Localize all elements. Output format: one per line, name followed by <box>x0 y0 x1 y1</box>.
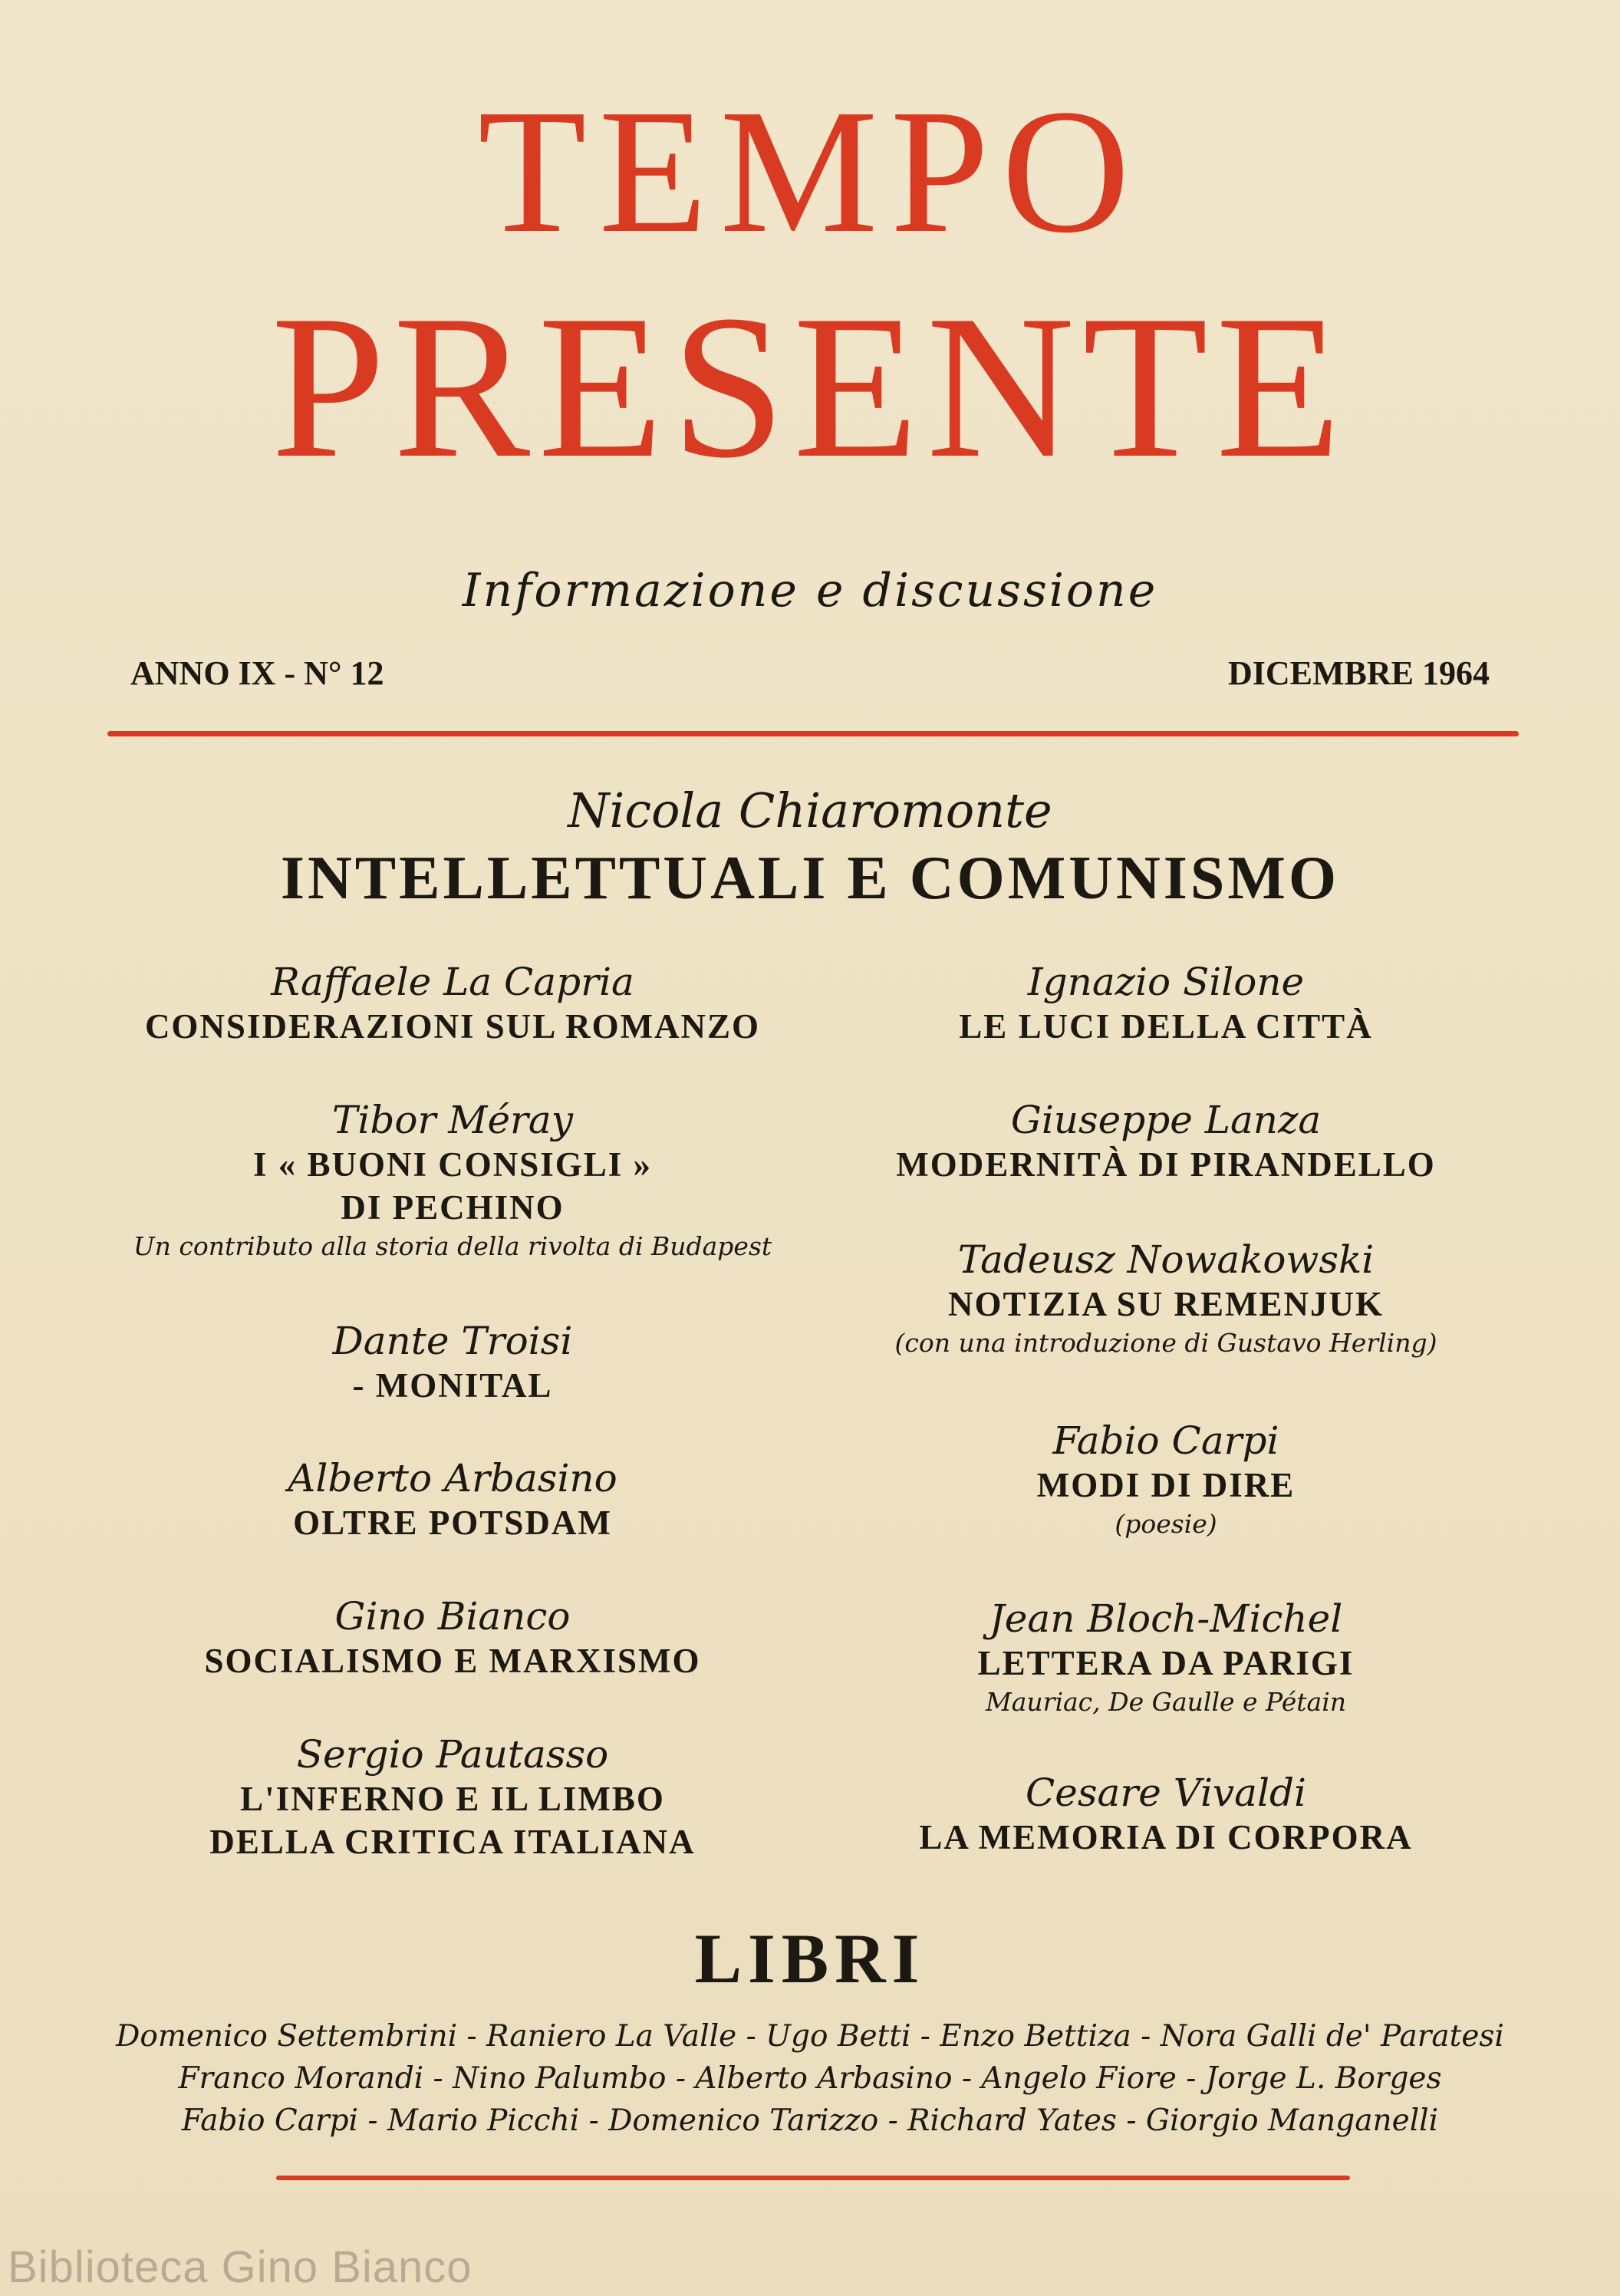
toc-entry <box>92 1097 813 1264</box>
entry-title: DI PECHINO <box>341 1188 565 1227</box>
toc-entry <box>805 1097 1526 1186</box>
toc-entry <box>92 959 813 1048</box>
entry-author: Jean Bloch-Michel <box>989 1596 1343 1641</box>
entry-author: Alberto Arbasino <box>288 1456 617 1500</box>
entry-title: NOTIZIA SU REMENJUK <box>947 1285 1385 1323</box>
toc-entry <box>805 1418 1526 1542</box>
entry-title: DELLA CRITICA ITALIANA <box>209 1823 696 1861</box>
entry-note: Un contributo alla storia della rivolta di Budapest <box>133 1231 772 1261</box>
entry-author: Ignazio Silone <box>1027 960 1305 1004</box>
books-line: Franco Morandi - Nino Palumbo - Alberto Arbasino - Angelo Fiore - Jorge L. Borges <box>178 2061 1442 2096</box>
books-line: Fabio Carpi - Mario Picchi - Domenico Tarizzo - Richard Yates - Giorgio Manganelli <box>181 2103 1439 2138</box>
entry-author: Tadeusz Nowakowski <box>957 1237 1375 1282</box>
books-line: Domenico Settembrini - Raniero La Valle - Ugo Betti - Enzo Bettiza - Nora Galli de' Paratesi <box>116 2019 1504 2054</box>
entry-title: OLTRE POTSDAM <box>293 1504 612 1542</box>
entry-title: LE LUCI DELLA CITTÀ <box>959 1007 1373 1046</box>
entry-author: Fabio Carpi <box>1052 1418 1279 1463</box>
entry-author: Gino Bianco <box>334 1594 571 1639</box>
entry-note: (con una introduzione di Gustavo Herling) <box>894 1328 1437 1358</box>
toc-entry <box>92 1455 813 1544</box>
bottom-divider <box>276 2176 1350 2180</box>
entry-title: LA MEMORIA DI CORPORA <box>919 1818 1413 1856</box>
toc-entry <box>92 1731 813 1863</box>
entry-title: I « BUONI CONSIGLI » <box>252 1145 653 1184</box>
entry-note: Mauriac, De Gaulle e Pétain <box>985 1687 1347 1717</box>
toc-entry <box>805 959 1526 1048</box>
issue-number: ANNO IX - N° 12 <box>130 654 384 692</box>
entry-title: MODERNITÀ DI PIRANDELLO <box>896 1145 1436 1184</box>
entry-title: CONSIDERAZIONI SUL ROMANZO <box>144 1007 761 1046</box>
entry-author: Dante Troisi <box>332 1319 573 1363</box>
toc-entry <box>92 1593 813 1682</box>
entry-author: Cesare Vivaldi <box>1026 1771 1306 1815</box>
entry-author: Giuseppe Lanza <box>1010 1098 1322 1142</box>
entry-author: Raffaele La Capria <box>271 960 634 1004</box>
entry-title: - MONITAL <box>352 1366 553 1405</box>
toc-entry <box>805 1237 1526 1361</box>
entry-title: LETTERA DA PARIGI <box>977 1644 1355 1682</box>
top-divider <box>107 731 1519 736</box>
issue-date: DICEMBRE 1964 <box>1227 654 1490 692</box>
masthead-title-line1: TEMPO <box>477 73 1143 270</box>
lead-author: Nicola Chiaromonte <box>568 782 1052 838</box>
entry-title: L'INFERNO E IL LIMBO <box>240 1780 665 1818</box>
toc-entry <box>805 1596 1526 1720</box>
entry-author: Tibor Méray <box>332 1098 573 1142</box>
entry-title: SOCIALISMO E MARXISMO <box>204 1642 701 1680</box>
library-watermark: Biblioteca Gino Bianco <box>8 2242 472 2292</box>
entry-title: MODI DI DIRE <box>1036 1466 1296 1504</box>
toc-entry <box>92 1318 813 1407</box>
masthead-title-line2: PRESENTE <box>271 272 1349 500</box>
entry-author: Sergio Pautasso <box>296 1732 609 1777</box>
toc-entry <box>805 1770 1526 1859</box>
masthead-subtitle: Informazione e discussione <box>462 564 1158 618</box>
books-heading: LIBRI <box>694 1919 926 1998</box>
lead-title: INTELLETTUALI E COMUNISMO <box>280 845 1340 912</box>
entry-note: (poesie) <box>1115 1509 1217 1539</box>
